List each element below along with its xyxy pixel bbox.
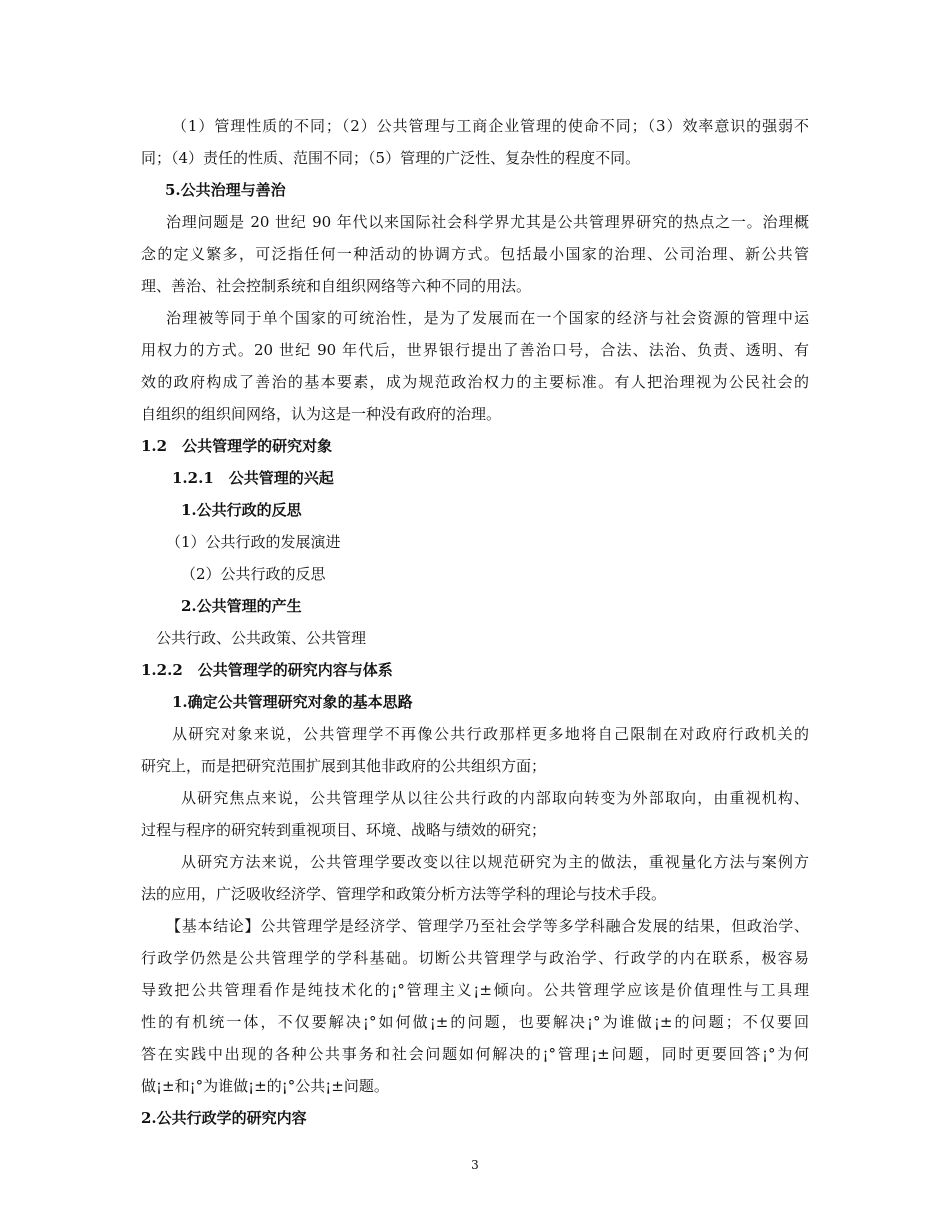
section-heading-5: 5.公共治理与善治	[165, 181, 286, 199]
subheading-public-administration-content: 2.公共行政学的研究内容	[141, 1109, 307, 1127]
text-line-20: 从研究对象来说，公共管理学不再像公共行政那样更多地将自己限制在对政府行政机关的	[172, 725, 809, 743]
text-line-25: 法的应用，广泛吸收经济学、管理学和政策分析方法等学科的理论与技术手段。	[141, 885, 667, 903]
text-line-23: 过程与程序的研究转到重视项目、环境、战略与绩效的研究；	[141, 821, 547, 839]
basic-conclusion-line-3: 导致把公共管理看作是纯技术化的¡°管理主义¡±倾向。公共管理学应该是价值理性与工具理	[141, 981, 809, 999]
basic-conclusion-line-1: 【基本结论】公共管理学是经济学、管理学乃至社会学等多学科融合发展的结果，但政治学、	[166, 917, 809, 935]
text-line-9: 效的政府构成了善治的基本要素，成为规范政治权力的主要标准。有人把治理视为公民社会的	[141, 373, 809, 391]
basic-conclusion-line-5: 答在实践中出现的各种公共事务和社会问题如何解决的¡°管理¡±问题，同时更要回答¡°为何	[141, 1045, 809, 1063]
text-line-22: 从研究焦点来说，公共管理学从以往公共行政的内部取向转变为外部取向，由重视机构、	[181, 789, 809, 807]
text-line-4: 治理问题是 20 世纪 90 年代以来国际社会科学界尤其是公共管理界研究的热点之一。治理概	[166, 213, 809, 231]
text-line-1: （1）管理性质的不同；（2）公共管理与工商企业管理的使命不同；（3）效率意识的强弱不	[172, 117, 809, 135]
text-line-7: 治理被等同于单个国家的可统治性，是为了发展而在一个国家的经济与社会资源的管理中运	[166, 309, 809, 327]
list-item-reflection: （2）公共行政的反思	[181, 565, 326, 583]
section-heading-1-2-1: 1.2.1 公共管理的兴起	[172, 469, 334, 487]
text-line-10: 自组织的组织间网络，认为这是一种没有政府的治理。	[141, 405, 502, 423]
basic-conclusion-line-6: 做¡±和¡°为谁做¡±的¡°公共¡±问题。	[141, 1077, 389, 1095]
basic-conclusion-line-2: 行政学仍然是公共管理学的学科基础。切断公共管理学与政治学、行政学的内在联系，极容易	[141, 949, 809, 967]
text-line-8: 用权力的方式。20 世纪 90 年代后，世界银行提出了善治口号，合法、法治、负责、透明、有	[141, 341, 809, 359]
page-number: 3	[471, 1158, 479, 1172]
subheading-public-administration-reflection: 1.公共行政的反思	[181, 501, 302, 519]
section-heading-1-2: 1.2 公共管理学的研究对象	[141, 437, 333, 455]
subheading-public-management-origin: 2.公共管理的产生	[181, 597, 302, 615]
section-heading-1-2-2: 1.2.2 公共管理学的研究内容与体系	[141, 661, 393, 679]
text-line-24: 从研究方法来说，公共管理学要改变以往以规范研究为主的做法，重视量化方法与案例方	[181, 853, 809, 871]
text-line-5: 念的定义繁多，可泛指任何一种活动的协调方式。包括最小国家的治理、公司治理、新公共管	[141, 245, 809, 263]
text-line-2: 同；（4）责任的性质、范围不同；（5）管理的广泛性、复杂性的程度不同。	[141, 149, 641, 167]
text-line-21: 研究上，而是把研究范围扩展到其他非政府的公共组织方面；	[141, 757, 547, 775]
basic-conclusion-line-4: 性的有机统一体，不仅要解决¡°如何做¡±的问题，也要解决¡°为谁做¡±的问题；不仅要回	[141, 1013, 809, 1031]
list-item-development: （1）公共行政的发展演进	[166, 533, 341, 551]
text-line-6: 理、善治、社会控制系统和自组织网络等六种不同的用法。	[141, 277, 532, 295]
subheading-research-approach: 1.确定公共管理研究对象的基本思路	[172, 693, 413, 711]
text-line-17: 公共行政、公共政策、公共管理	[156, 629, 367, 647]
